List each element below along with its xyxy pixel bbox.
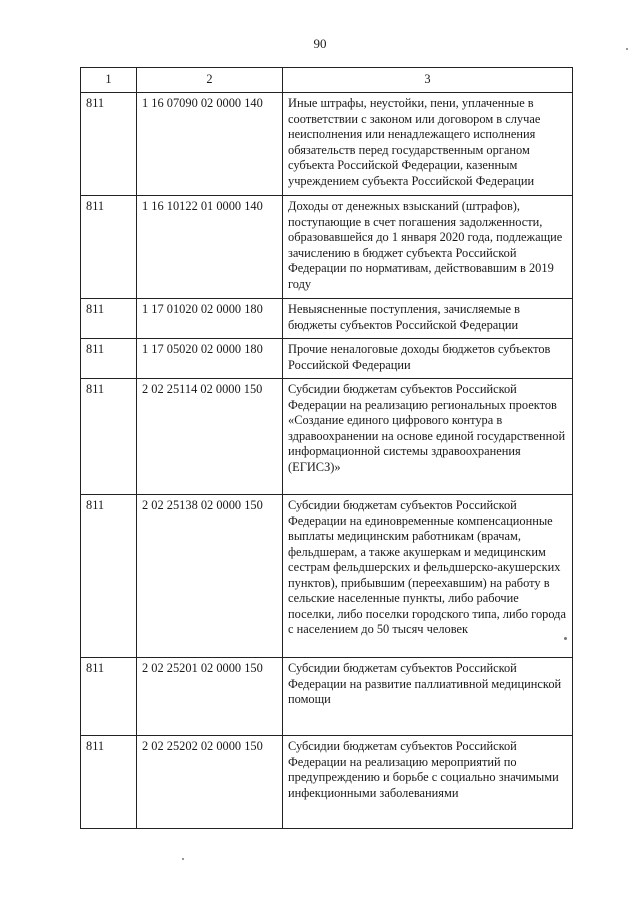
table-row	[81, 736, 573, 829]
budget-code-cell: 1 17 05020 02 0000 180	[137, 339, 283, 379]
admin-code-cell: 811	[81, 93, 137, 196]
admin-code-cell: 811	[81, 196, 137, 299]
revenue-name-cell: Субсидии бюджетам субъектов Российской Федерации на реализацию мероприятий по предупреждению и борьбе с социально значимыми инфекционными заболеваниями	[283, 736, 573, 829]
budget-code-cell: 1 16 07090 02 0000 140	[137, 93, 283, 196]
scan-speck	[182, 858, 184, 860]
scan-speck	[626, 48, 628, 50]
column-header-1: 1	[81, 68, 137, 93]
admin-code-cell: 811	[81, 379, 137, 495]
admin-code-cell: 811	[81, 339, 137, 379]
table-row	[81, 299, 573, 339]
budget-code-cell: 2 02 25138 02 0000 150	[137, 495, 283, 658]
budget-code-cell: 2 02 25201 02 0000 150	[137, 658, 283, 736]
table-row	[81, 495, 573, 658]
table-row	[81, 93, 573, 196]
budget-revenue-table	[80, 67, 573, 829]
admin-code-cell: 811	[81, 736, 137, 829]
admin-code-cell: 811	[81, 299, 137, 339]
table-row	[81, 339, 573, 379]
table-header-row	[81, 68, 573, 93]
revenue-name-cell: Субсидии бюджетам субъектов Российской Федерации на развитие паллиативной медицинской помощи	[283, 658, 573, 736]
revenue-name-cell: Субсидии бюджетам субъектов Российской Федерации на единовременные компенсационные выплаты медицинским работникам (врачам, фельдшерам, а также акушеркам и медицинским сестрам фельдшерских и фельдшерско-акушерских пунктов), прибывшим (переехавшим) на работу в сельские населенные пункты, либо рабочие поселки, либо поселки городского типа, либо города с населением до 50 тысяч человек	[283, 495, 573, 658]
budget-code-cell: 1 17 01020 02 0000 180	[137, 299, 283, 339]
table-row	[81, 379, 573, 495]
budget-code-cell: 2 02 25202 02 0000 150	[137, 736, 283, 829]
budget-code-cell: 1 16 10122 01 0000 140	[137, 196, 283, 299]
column-header-2: 2	[137, 68, 283, 93]
revenue-name-cell: Прочие неналоговые доходы бюджетов субъектов Российской Федерации	[283, 339, 573, 379]
table-row	[81, 658, 573, 736]
admin-code-cell: 811	[81, 495, 137, 658]
revenue-name-cell: Иные штрафы, неустойки, пени, уплаченные в соответствии с законом или договором в случае неисполнения или ненадлежащего исполнения обязательств перед государственным органом субъекта Российской Федерации, казенным учреждением субъекта Российской Федерации	[283, 93, 573, 196]
budget-code-cell: 2 02 25114 02 0000 150	[137, 379, 283, 495]
scan-speck	[564, 637, 567, 640]
revenue-name-cell: Доходы от денежных взысканий (штрафов), поступающие в счет погашения задолженности, образовавшейся до 1 января 2020 года, подлежащие зачислению в бюджет субъекта Российской Федерации по нормативам, действовавшим в 2019 году	[283, 196, 573, 299]
column-header-3: 3	[283, 68, 573, 93]
revenue-name-cell: Невыясненные поступления, зачисляемые в бюджеты субъектов Российской Федерации	[283, 299, 573, 339]
revenue-name-cell: Субсидии бюджетам субъектов Российской Федерации на реализацию региональных проектов «Создание единого цифрового контура в здравоохранении на основе единой государственной информационной системы здравоохранения (ЕГИСЗ)»	[283, 379, 573, 495]
table-row	[81, 196, 573, 299]
page-number: 90	[313, 36, 327, 51]
admin-code-cell: 811	[81, 658, 137, 736]
